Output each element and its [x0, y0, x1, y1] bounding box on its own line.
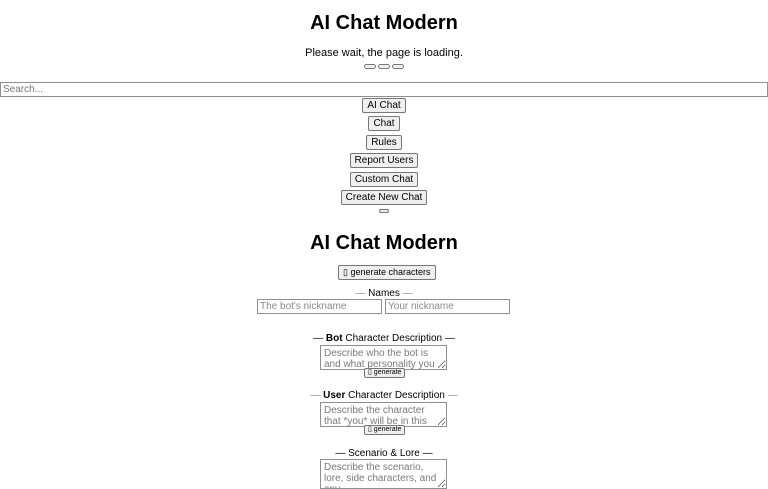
bot-generate-button[interactable]: ▯ generate [364, 368, 405, 378]
nav-rules-button[interactable]: Rules [366, 135, 402, 150]
user-description-textarea[interactable] [320, 402, 447, 427]
scenario-textarea[interactable] [320, 459, 447, 489]
bot-description-textarea[interactable] [320, 345, 447, 370]
page-title: AI Chat Modern [310, 12, 458, 34]
bot-nickname-input[interactable] [257, 299, 382, 314]
bot-legend-bold: Bot [325, 333, 343, 344]
dash: — [355, 288, 366, 299]
small-toggle-button[interactable] [378, 64, 390, 69]
main-title: AI Chat Modern [310, 232, 458, 254]
dash: — [310, 390, 321, 401]
dash: — [402, 288, 413, 299]
nav-menu [0, 97, 768, 213]
loading-message: Please wait, the page is loading. [305, 47, 463, 59]
user-description-legend [0, 390, 768, 402]
names-legend-label: Names [368, 288, 400, 299]
dash: — [447, 390, 458, 401]
user-legend-rest: Character Description [345, 390, 445, 401]
dash: — [444, 333, 455, 344]
small-toggle-button[interactable] [379, 209, 389, 213]
bot-legend-rest: Character Description [342, 333, 443, 344]
nav-chat-button[interactable]: Chat [368, 116, 399, 131]
bot-description-legend [0, 333, 768, 345]
user-legend-bold: User [323, 390, 346, 401]
dash: — [335, 448, 346, 459]
small-toggle-button[interactable] [364, 64, 376, 69]
nav-ai-chat-button[interactable]: AI Chat [362, 98, 405, 113]
search-input[interactable] [0, 82, 768, 97]
user-generate-button[interactable]: ▯ generate [364, 425, 405, 435]
scenario-legend-label: Scenario & Lore [348, 448, 420, 459]
nav-report-users-button[interactable]: Report Users [350, 153, 419, 168]
dash: — [313, 333, 324, 344]
names-row [257, 299, 510, 314]
small-toggle-button[interactable] [392, 64, 404, 69]
user-nickname-input[interactable] [385, 299, 510, 314]
dash: — [422, 448, 433, 459]
loading-indicator [0, 64, 768, 69]
nav-custom-chat-button[interactable]: Custom Chat [350, 172, 418, 187]
generate-characters-button[interactable]: ▯ generate characters [338, 265, 436, 280]
nav-create-new-chat-button[interactable]: Create New Chat [341, 190, 428, 205]
